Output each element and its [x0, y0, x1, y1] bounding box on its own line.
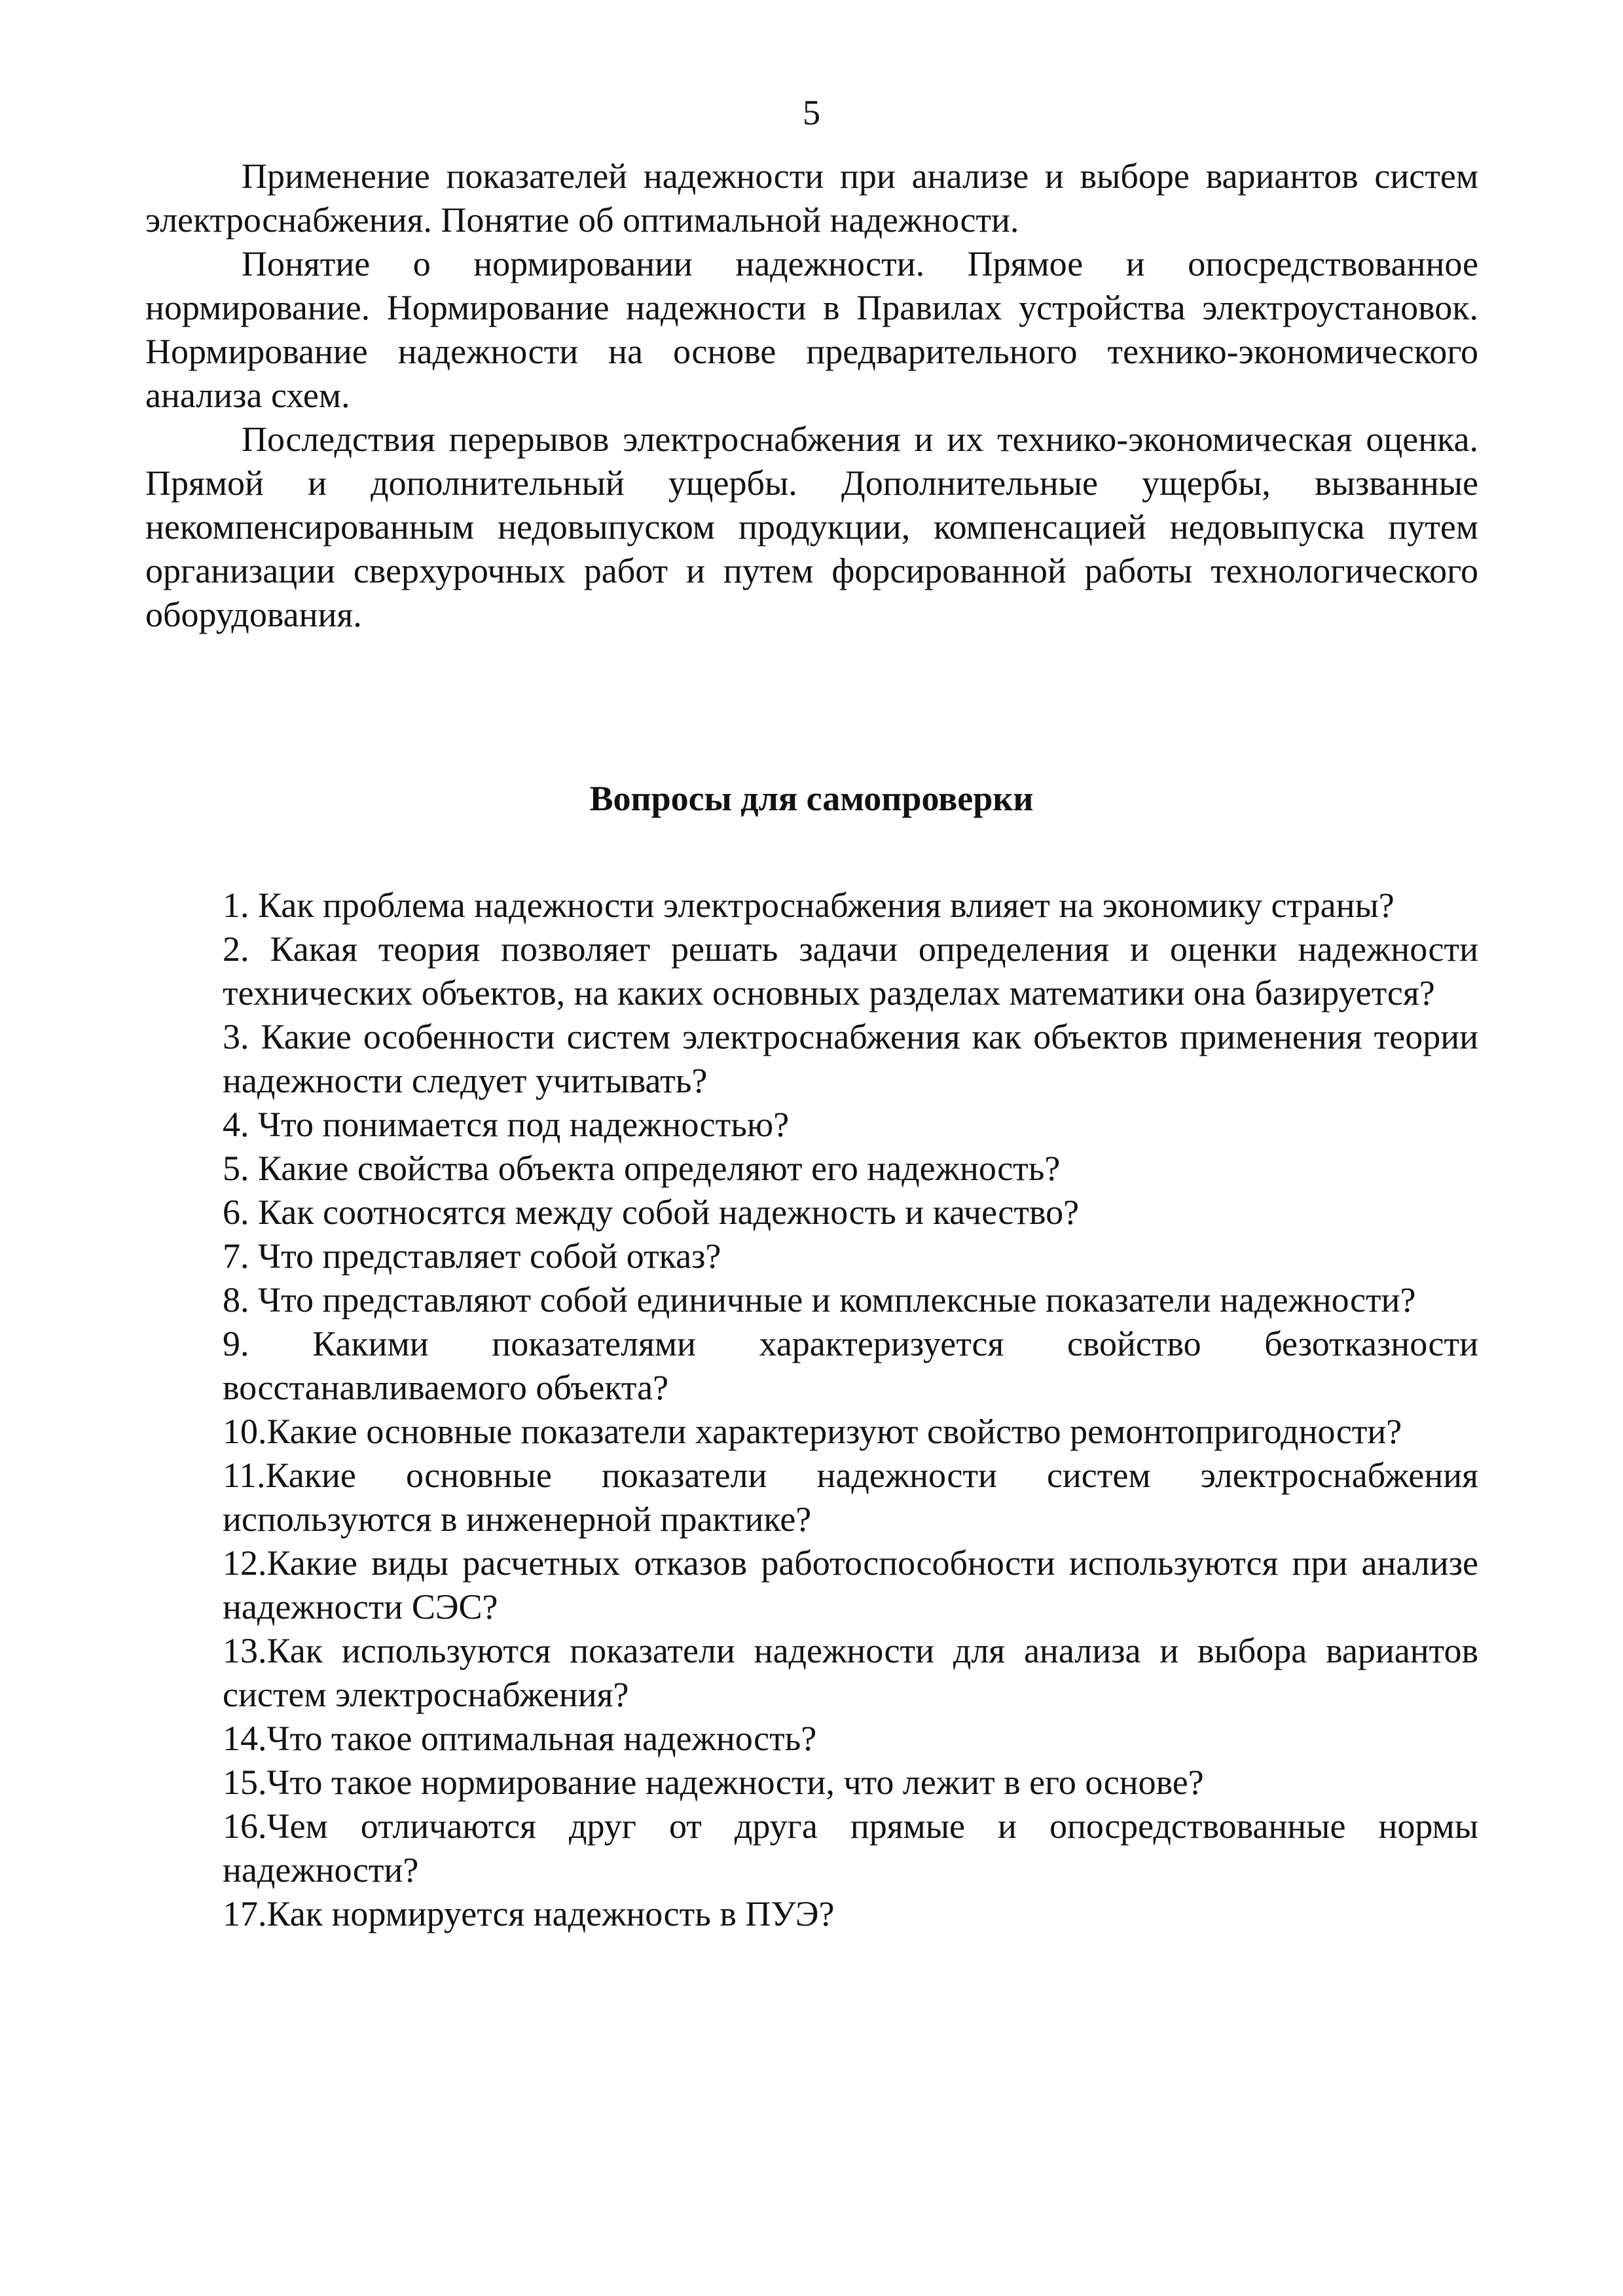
section-title: Вопросы для самопроверки — [589, 779, 1034, 818]
question-item: 13.Как используются показатели надежности для анализа и выбора вариантов систем электроснабжения? — [223, 1631, 1478, 1714]
question-list — [223, 884, 1478, 1936]
question-item: 4. Что понимается под надежностью? — [223, 1105, 790, 1144]
paragraph: Применение показателей надежности при анализе и выборе вариантов систем электроснабжения. Понятие об оптимальной надежности. — [145, 156, 1478, 240]
question-item: 3. Какие особенности систем электроснабжения как объектов применения теории надежности следует учитывать? — [223, 1017, 1478, 1100]
question-item: 5. Какие свойства объекта определяют его надежность? — [223, 1149, 1061, 1188]
question-item: 8. Что представляют собой единичные и комплексные показатели надежности? — [223, 1280, 1416, 1319]
question-item: 9. Какими показателями характеризуется свойство безотказности восстанавливаемого объекта? — [223, 1324, 1478, 1407]
question-item: 14.Что такое оптимальная надежность? — [223, 1719, 817, 1758]
body-text — [145, 154, 1478, 637]
question-item: 2. Какая теория позволяет решать задачи определения и оценки надежности технических объектов, на каких основных разделах математики она базируется? — [223, 929, 1478, 1013]
question-item: 12.Какие виды расчетных отказов работоспособности используются при анализе надежности СЭС? — [223, 1543, 1478, 1626]
paragraph: Понятие о нормировании надежности. Прямое и опосредствованное нормирование. Нормирование надежности в Правилах устройства электроустановок. Нормирование надежности на основе предварительного технико-экономического анализа схем. — [145, 244, 1478, 415]
question-item: 1. Как проблема надежности электроснабжения влияет на экономику страны? — [223, 886, 1395, 925]
question-item: 6. Как соотносятся между собой надежность и качество? — [223, 1193, 1080, 1232]
question-item: 10.Какие основные показатели характеризуют свойство ремонтопригодности? — [223, 1412, 1402, 1451]
paragraph: Последствия перерывов электроснабжения и их технико-экономическая оценка. Прямой и дополнительный ущербы. Дополнительные ущербы, вызванные некомпенсированным недовыпуском продукции, компенсацией недовыпуска путем организации сверхурочных работ и путем форсированной работы технологического оборудования. — [145, 420, 1478, 634]
question-item: 11.Какие основные показатели надежности систем электроснабжения используются в инженерной практике? — [223, 1456, 1478, 1539]
question-item: 16.Чем отличаются друг от друга прямые и опосредствованные нормы надежности? — [223, 1806, 1478, 1890]
question-item: 7. Что представляет собой отказ? — [223, 1236, 721, 1276]
question-item: 15.Что такое нормирование надежности, что лежит в его основе? — [223, 1763, 1204, 1802]
question-item: 17.Как нормируется надежность в ПУЭ? — [223, 1894, 835, 1933]
page-number: 5 — [803, 93, 820, 132]
